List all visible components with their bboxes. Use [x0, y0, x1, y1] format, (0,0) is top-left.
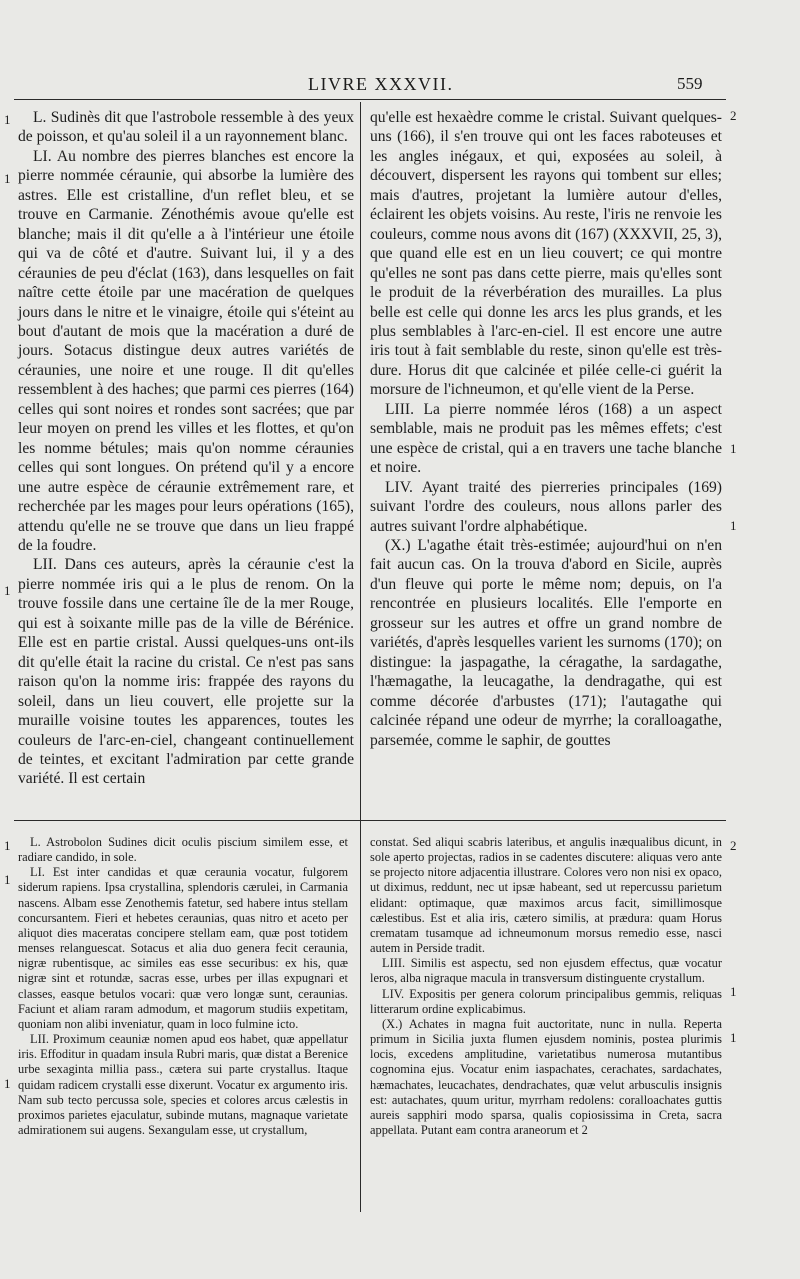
- latin-paragraph: L. Astrobolon Sudines dicit oculis piscium similem esse, et radiare candido, in sole.: [18, 835, 348, 865]
- french-paragraph: LIV. Ayant traité des pierreries principales (169) suivant l'ordre des couleurs, nous allons parler des autres suivant l'ordre alphabétique.: [370, 478, 722, 535]
- french-paragraph: LIII. La pierre nommée léros (168) a un aspect semblable, mais ne produit pas les mêmes effets; c'est une espèce de cristal, qui a en travers une tache blanche et noire.: [370, 400, 722, 477]
- margin-section-number: 2: [730, 838, 737, 853]
- margin-section-number: 2: [730, 108, 737, 123]
- page-number: 559: [677, 74, 703, 93]
- column-divider: [360, 102, 361, 1212]
- margin-section-number: 1: [4, 838, 11, 853]
- margin-section-number: 1: [4, 171, 11, 186]
- margin-section-number: 1: [730, 441, 737, 456]
- margin-section-number: 1: [4, 872, 11, 887]
- running-header: [0, 74, 800, 98]
- latin-paragraph: (X.) Achates in magna fuit auctoritate, nunc in nulla. Reperta primum in Sicilia juxta flumen ejusdem nominis, postea plurimis locis, excedens amplitudine, varietatibus numerosa mutantibus cognomina ejus. Vocatur enim iaspachates, cerachates, sardachates, hæmachates, leucachates, dendrachates, quæ velut arbusculis insignis est: autachates, quum uritur, myrrham redolens: coralloachates guttis aureis sapphiri modo sparsa, qualis copiosissima in Creta, sacra appellata. Putant eam contra araneorum et 2: [370, 1016, 722, 1137]
- latin-text-left-column: [18, 835, 348, 1138]
- french-text-right-column: [370, 108, 722, 750]
- footnote-separator-rule: [14, 820, 726, 821]
- french-paragraph: L. Sudinès dit que l'astrobole ressemble à des yeux de poisson, et qu'au soleil il a un rayonnement blanc.: [18, 109, 354, 146]
- running-title: LIVRE XXXVII.: [308, 74, 454, 94]
- header-rule: [14, 99, 726, 100]
- latin-paragraph: LII. Proximum ceauniæ nomen apud eos habet, quæ appellatur iris. Effoditur in quadam insula Rubri maris, quæ distat a Berenice urbe sexaginta millia pass., cætera sui parte crystallus. Itaque quidam radicem crystalli esse dixerunt. Vocatur ex argumento iris. Nam sub tecto percussa sole, species et colores arcus cælestis in proximos parietes ejaculatur, subinde mutans, magnaque varietate admirationem sui augens. Sexangulam esse, ut crystallum,: [18, 1032, 348, 1137]
- latin-paragraph: constat. Sed aliqui scabris lateribus, et angulis inæqualibus dicunt, in sole aperto projectas, radios in se cadentes discutere: aliquas vero ante se projecto nitore adjacentia illustrare. Colores vero non nisi ex opaco, ut diximus, reddunt, nec ut ipsæ habeant, sed ut repercussu parietum elidant: optimaque, quæ maximos arcus facit, simillimosque cælestibus. Est et alia iris, cætero similis, at prædura: quam Horus crematam tusamque ad ichneumonum morsus remedio esse, nasci autem in Perside tradit.: [370, 835, 722, 956]
- margin-section-number: 1: [4, 583, 11, 598]
- latin-paragraph: LIV. Expositis per genera colorum principalibus gemmis, reliquas litterarum ordine explicabimus.: [370, 986, 722, 1016]
- french-paragraph: LI. Au nombre des pierres blanches est encore la pierre nommée céraunie, qui absorbe la lumière des astres. Elle est cristalline, d'un reflet bleu, et se trouve en Carmanie. Zénothémis avoue qu'elle est blanche; mais il dit qu'elle a à l'intérieur une étoile qui va de côté et d'autre. Suivant lui, il y a des céraunies de peu d'éclat (163), dans lesquelles on fait naître cette étoile par une macération de quelques jours dans le nitre et le vinaigre, étoile qui s'éteint au bout d'autant de mois que la macération a duré de jours. Sotacus distingue deux autres variétés de céraunies, une noire et une rouge. Il dit qu'elles ressemblent à des haches; que parmi ces pierres (164) celles qui sont noires et rondes sont sacrées; que par leur moyen on prend les villes et les flottes, et qu'on les nomme bétules; mais qu'on nomme céraunies celles qui sont longues. On prétend qu'il y a encore une autre espèce de céraunie extrêmement rare, et recherchée par les mages pour leurs opérations (165), attendu qu'elle ne se trouve que dans un lieu frappé de la foudre.: [18, 147, 354, 554]
- french-paragraph: (X.) L'agathe était très-estimée; aujourd'hui on n'en fait aucun cas. On la trouva d'abord en Sicile, auprès d'un fleuve qui porte le même nom; depuis, on l'a rencontrée en plusieurs localités. Elle l'emporte en grosseur sur les autres et offre un grand nombre de variétés, d'après lesquelles varient les surnoms (170); on distingue: la jaspagathe, la céragathe, la sardagathe, l'hæmagathe, la leucagathe, la dendragathe, qui est comme décorée d'arbustes (171); l'autagathe qui calcinée répand une odeur de myrrhe; la coralloagathe, parsemée, comme le saphir, de gouttes: [370, 536, 722, 749]
- margin-section-number: 1: [4, 1076, 11, 1091]
- latin-text-right-column: [370, 835, 722, 1138]
- latin-paragraph: LI. Est inter candidas et quæ ceraunia vocatur, fulgorem siderum rapiens. Ipsa crystallina, splendoris cærulei, in Carmania nascens. Albam esse Zenothemis fatetur, sed habere intus stellam concursantem. Fieri et hebetes ceraunias, quas nitro et aceto per aliquot dies maceratas concipere stellam eam, quæ post totidem menses relanguescat. Sotacus et alia duo genera fecit ceraunia, nigræ rubentisque, ac similes eas esse securibus: ex his, quæ nigræ sint et rotundæ, sacras esse, urbes per illas expugnari et classes, easque betulos vocari: quæ vero longæ sunt, ceraunias. Faciunt et aliam raram admodum, et magorum studiis expetitam, quoniam non alibi inveniatur, quam in loco fulmine icto.: [18, 865, 348, 1031]
- latin-paragraph: LIII. Similis est aspectu, sed non ejusdem effectus, quæ vocatur leros, alba nigraque macula in transversum distinguente crystallum.: [370, 956, 722, 986]
- margin-section-number: 1: [730, 518, 737, 533]
- margin-section-number: 1: [730, 984, 737, 999]
- french-paragraph: qu'elle est hexaèdre comme le cristal. Suivant quelques-uns (166), il s'en trouve qui ont les faces raboteuses et les angles inégaux, et qui, exposées au soleil, à découvert, dispersent les rayons qui tombent sur elles; mais d'autres, projetant la lumière autour d'elles, éclairent les objets voisins. Au reste, l'iris ne renvoie les couleurs, comme nous avons dit (167) (XXXVII, 25, 3), que quand elle est en un lieu couvert; ce qui montre qu'elles ne sont pas dans cette pierre, mais qu'elles sont le produit de la réverbération des murailles. La plus belle est celle qui donne les arcs les plus grands, et les plus semblables à l'arc-en-ciel. Il est encore une autre iris tout à fait semblable du reste, sinon qu'elle est très-dure. Horus dit que calcinée et pilée celle-ci guérit la morsure de l'ichneumon, et qu'elle vient de la Perse.: [370, 109, 722, 399]
- french-paragraph: LII. Dans ces auteurs, après la céraunie c'est la pierre nommée iris qui a le plus de renom. On la trouve fossile dans une certaine île de la mer Rouge, qui est à soixante mille pas de la ville de Bérénice. Elle est en partie cristal. Aussi quelques-uns ont-ils dit qu'elle était la racine du cristal. Ce n'est pas sans raison qu'on la nomme iris: frappée des rayons du soleil, dans un lieu couvert, elle projette sur la muraille voisine toutes les apparences, toutes les couleurs de l'arc-en-ciel, changeant continuellement de teintes, et excitant l'admiration par cette grande variété. Il est certain: [18, 556, 354, 788]
- margin-section-number: 1: [4, 112, 11, 127]
- french-text-left-column: [18, 108, 354, 789]
- margin-section-number: 1: [730, 1030, 737, 1045]
